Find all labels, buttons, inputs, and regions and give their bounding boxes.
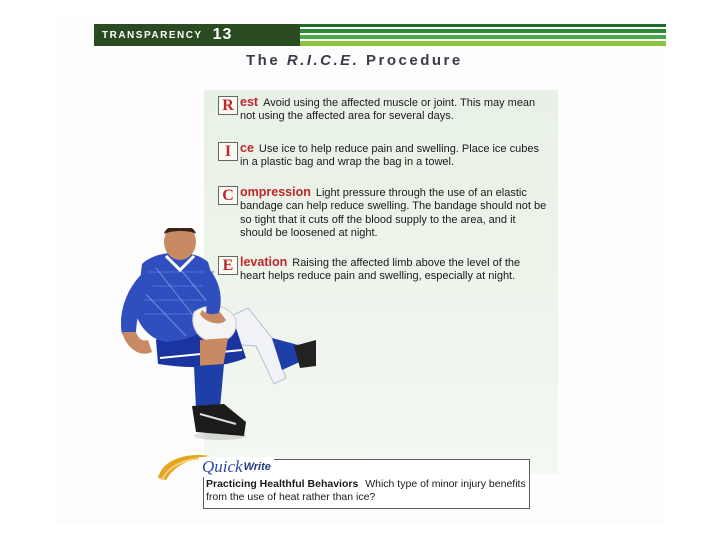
- rice-description: Use ice to help reduce pain and swelling. Place ice cubes in a plastic bag and wrap the bag in a towel.: [240, 143, 539, 169]
- quick-write-heading: Practicing Healthful Behaviors: [206, 478, 359, 490]
- rice-item-rest: [218, 96, 548, 124]
- rice-letter-r: R: [218, 96, 238, 115]
- rice-description: Raising the affected limb above the level of the heart helps reduce pain and swelling, especially at night.: [240, 257, 521, 283]
- rice-keyword: levation: [240, 255, 288, 269]
- title-acronym: R.I.C.E.: [286, 52, 360, 69]
- injured-athlete-illustration: [96, 228, 316, 458]
- rice-keyword: ce: [240, 141, 254, 155]
- quick-write-logo-quick: Quick: [202, 457, 243, 476]
- rice-item-text: [240, 96, 548, 124]
- transparency-number: 13: [212, 26, 233, 43]
- quick-write-logo-write: Write: [243, 461, 271, 473]
- rice-item-ice: [218, 142, 548, 170]
- rice-description: Light pressure through the use of an elastic bandage can help reduce swelling. The bandage should not be so tight that it cuts off the blood supply to the area, and it should be loosened at night.: [240, 187, 547, 240]
- banner-label: TRANSPARENCY: [102, 29, 203, 41]
- rice-letter-e: E: [218, 256, 238, 275]
- quick-write-logo: [199, 457, 274, 477]
- rice-keyword: est: [240, 95, 259, 109]
- page-title: [246, 52, 463, 69]
- rice-letter-i: I: [218, 142, 238, 161]
- rice-keyword: ompression: [240, 185, 311, 199]
- banner-stripes: [284, 24, 666, 46]
- rice-letter-c: C: [218, 186, 238, 205]
- quick-write-prompt: [206, 478, 528, 504]
- header-banner: [94, 24, 666, 46]
- title-suffix: Procedure: [366, 52, 463, 69]
- rice-item-text: [240, 142, 548, 170]
- quick-write-question: Which type of minor injury benefits from the use of heat rather than ice?: [206, 478, 526, 503]
- transparency-slide: [56, 14, 666, 524]
- rice-description: Avoid using the affected muscle or joint. This may mean not using the affected area for several days.: [240, 97, 536, 123]
- title-prefix: The: [246, 52, 281, 69]
- banner-label-block: [94, 24, 300, 46]
